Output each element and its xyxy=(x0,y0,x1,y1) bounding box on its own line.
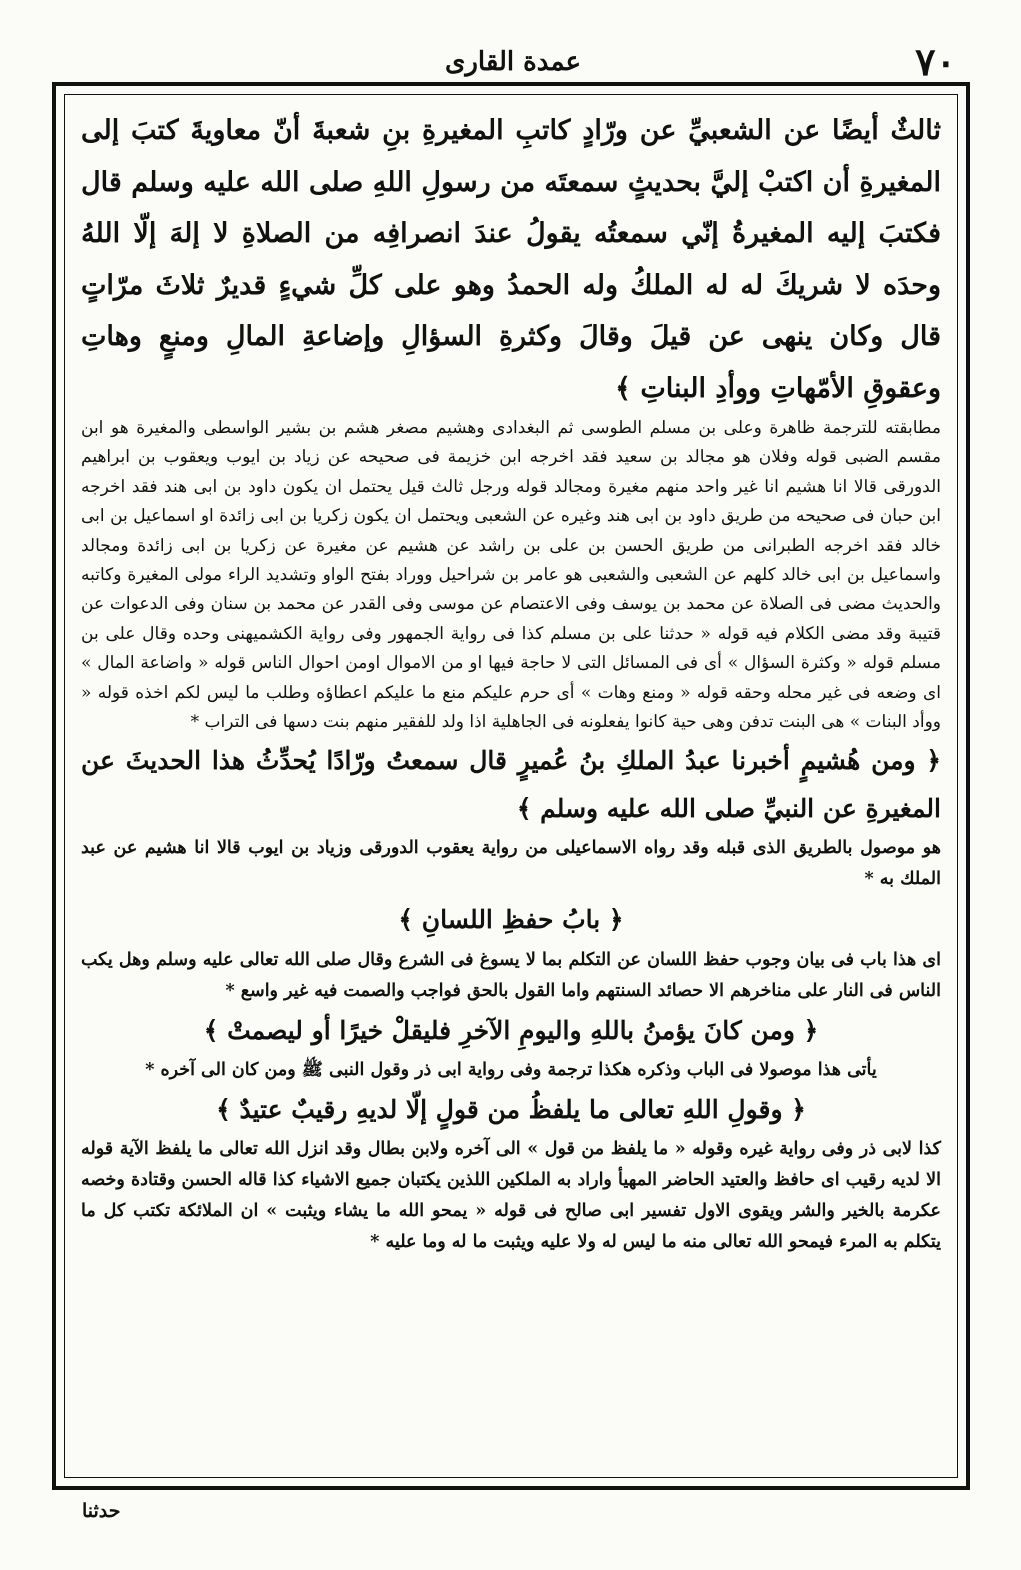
commentary-4: يأتى هذا موصولا فى الباب وذكره هكذا ترجمة وفى رواية ابى ذر وقول النبى ﷺ ومن كان الى آخره * xyxy=(145,1060,877,1081)
running-title: عمدة القاری xyxy=(445,47,581,77)
commentary-2: هو موصول بالطريق الذى قبله وقد رواه الاسماعيلى من رواية يعقوب الدورقى وزياد بن ايوب قالا انا هشيم عن عبد الملك به * xyxy=(81,838,941,890)
chapter-title: ﴿ بابُ حفظِ اللسانِ ﴾ xyxy=(398,905,624,935)
catchword: حدثنا xyxy=(82,1500,121,1522)
hadith-text-3: ﴿ ومن كانَ يؤمنُ باللهِ واليومِ الآخرِ فليقلْ خيرًا أو ليصمتْ ﴾ xyxy=(203,1016,819,1046)
text-block xyxy=(64,94,958,1478)
hadith-text-2: ﴿ ومن هُشيمٍ أخبرنا عبدُ الملكِ بنُ عُميرٍ قال سمعتُ ورّادًا يُحدِّثُ هذا الحديثَ عن المغيرةِ عن النبيِّ صلى الله عليه وسلم ﴾ xyxy=(81,746,941,824)
hadith-text-4: ﴿ وقولِ اللهِ تعالى ما يلفظُ من قولٍ إلّا لديهِ رقيبٌ عتيدٌ ﴾ xyxy=(216,1095,806,1125)
commentary-3: اى هذا باب فى بيان وجوب حفظ اللسان عن التكلم بما لا يسوغ فى الشرع وقال صلى الله تعالى عليه وسلم وهل يكب الناس فى النار على مناخرهم الا حصائد السنتهم واما القول بالحق فواجب والصمت فيه غير واسع * xyxy=(81,950,941,1002)
page-number: ٧٠ xyxy=(915,39,956,84)
commentary-5: كذا لابى ذر وفى رواية غيره وقوله « ما يلفظ من قول » الى آخره ولابن بطال وقد انزل الله تعالى ما يلفظ الآية قوله الا لديه رقيب اى حافظ والعتيد الحاضر المهيأ واراد به الملكين اللذين يكتبان جميع الاشياء كذا قاله الحسن وقتادة وخصه عكرمة بالخير والشر ويقوى الاول تفسير ابى صالح فى قوله « يمحو الله ما يشاء ويثبت » ان الملائكة تكتب كل ما يتكلم به المرء فيمحو الله تعالى منه ما ليس له ولا عليه ويثبت ما له وما عليه * xyxy=(81,1139,941,1253)
commentary-1: مطابقته للترجمة ظاهرة وعلى بن مسلم الطوسى ثم البغدادى وهشيم مصغر هشم بن بشير الواسطى والمغيرة هو ابن مقسم الضبى قوله وفلان هو مجالد بن سعيد فقد اخرجه ابن خزيمة فى صحيحه عن زياد بن ايوب ويعقوب بن ابراهيم الدورقى قالا انا هشيم انا غير واحد منهم مغيرة ومجالد قوله ورجل ثالث قيل يحتمل ان يكون داود بن ابى هند فقد اخرجه ابن حبان فى صحيحه من طريق داود بن ابى هند وغيره عن الشعبى ويحتمل ان يكون زكريا بن ابى زائدة او اسماعيل بن ابى خالد فقد اخرجه الطبرانى من طريق الحسن بن على بن راشد عن هشيم عن مغيرة عن زكريا بن ابى زائدة ومجالد واسماعيل بن ابى خالد كلهم عن الشعبى والشعبى هو عامر بن شراحيل ووراد بفتح الواو وتشديد الراء مولى المغيرة وكاتبه والحديث مضى فى الصلاة عن محمد بن يوسف وفى الاعتصام عن موسى وفى القدر عن محمد بن سنان وفى الدعوات عن قتيبة وقد مضى الكلام فيه قوله « حدثنا على بن مسلم كذا فى رواية الجمهور وفى رواية الكشميهنى وحده وقال على بن مسلم قوله « وكثرة السؤال » أى فى المسائل التى لا حاجة فيها او من الاموال اومن احوال الناس قوله « واضاعة المال » اى وضعه فى غير محله وحقه قوله « ومنع وهات » أى حرم عليكم منع ما عليكم اعطاؤه وطلب ما ليس لكم اخذه قوله « ووأد البنات » هى البنت تدفن وهى حية كانوا يفعلونه فى الجاهلية اذا ولد للفقير منهم بنت دسها فى التراب * xyxy=(81,418,941,733)
hadith-text-1: ثالثٌ أيضًا عن الشعبيِّ عن ورّادٍ كاتبِ المغيرةِ بنِ شعبةَ أنّ معاويةَ كتبَ إلى المغيرةِ أن اكتبْ إليَّ بحديثٍ سمعتَه من رسولِ اللهِ صلى الله عليه وسلم قال فكتبَ إليه المغيرةُ إنّي سمعتُه يقولُ عندَ انصرافِه من الصلاةِ لا إلهَ إلّا اللهُ وحدَه لا شريكَ له له الملكُ وله الحمدُ وهو على كلِّ شيءٍ قديرٌ ثلاثَ مرّاتٍ قال وكان ينهى عن قيلَ وقالَ وكثرةِ السؤالِ وإضاعةِ المالِ ومنعٍ وهاتِ وعقوقِ الأمّهاتِ ووأدِ البناتِ ﴾ xyxy=(81,115,941,404)
page-frame xyxy=(52,82,970,1490)
page-header xyxy=(52,40,974,84)
